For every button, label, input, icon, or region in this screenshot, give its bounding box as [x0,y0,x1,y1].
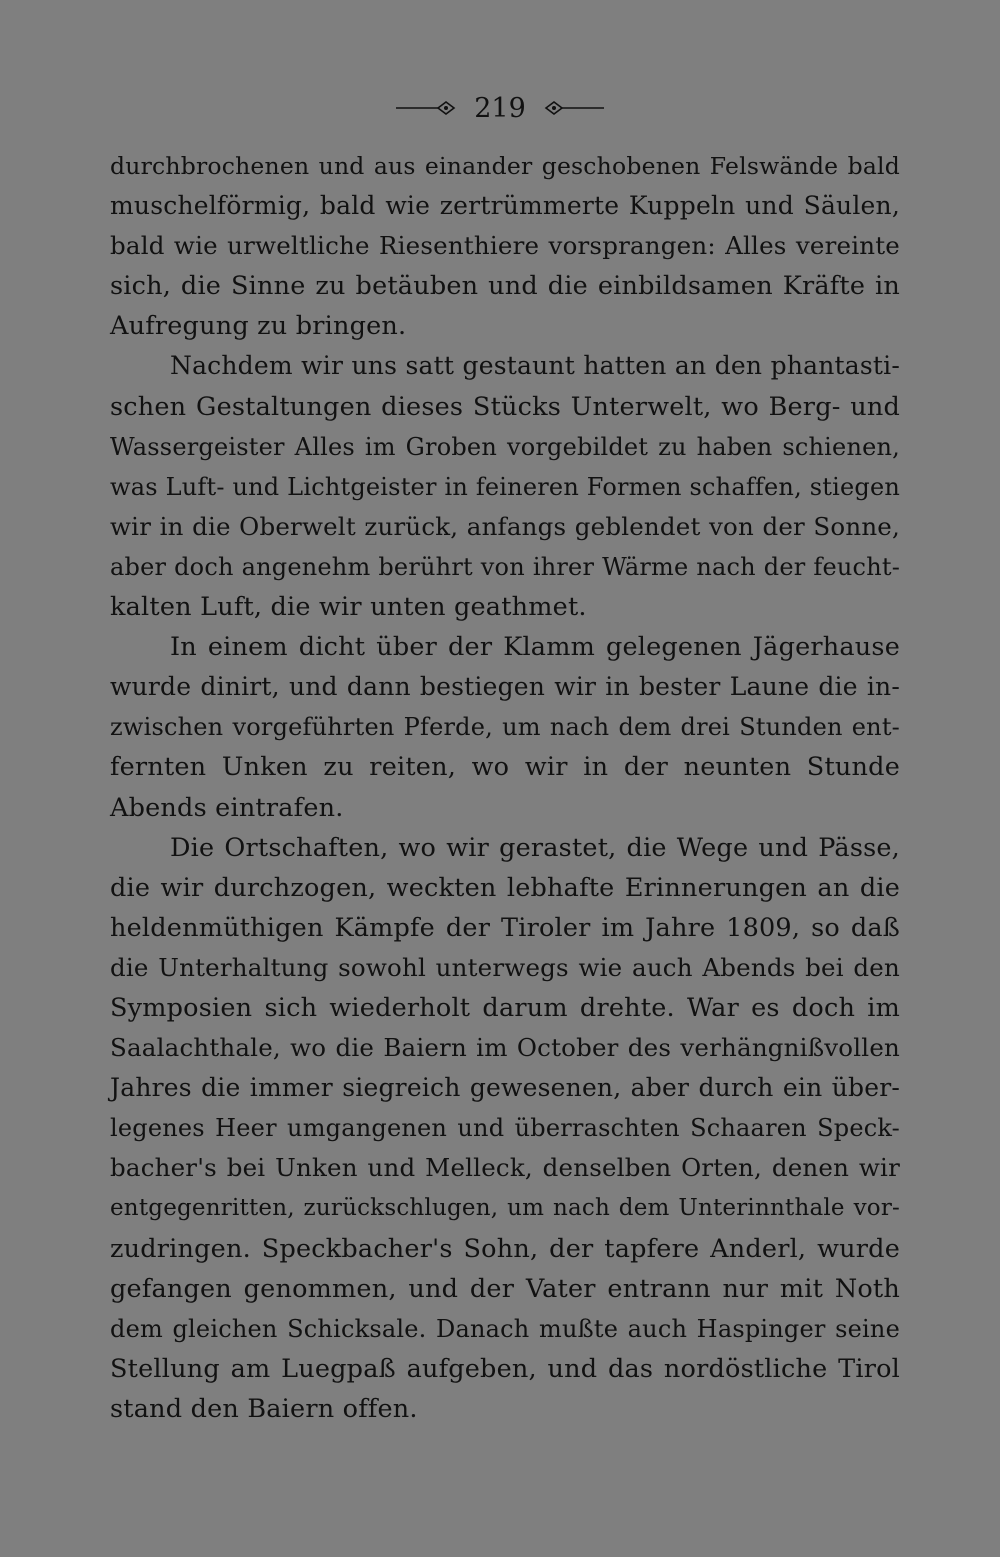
text-line: schen Gestaltungen dieses Stücks Unterwelt, wo Berg- und [110,391,900,422]
text-line: Symposien sich wiederholt darum drehte. War es doch im [110,992,900,1023]
text-line: kalten Luft, die wir unten geathmet. [110,592,587,623]
text-line: Saalachthale, wo die Baiern im October des verhängnißvollen [110,1033,900,1063]
text-line: zwischen vorgeführten Pferde, um nach dem drei Stunden ent- [110,713,900,742]
text-line: In einem dicht über der Klamm gelegenen Jägerhause [170,632,900,663]
text-line: wir in die Oberwelt zurück, anfangs geblendet von der Sonne, [110,511,900,541]
text-line: fernten Unken zu reiten, wo wir in der neunten Stunde [110,752,900,783]
text-line: Wassergeister Alles im Groben vorgebildet zu haben schienen, [110,432,900,461]
text-line: Jahres die immer siegreich gewesenen, aber durch ein über- [110,1073,900,1103]
page-header [0,86,1000,130]
text-line: heldenmüthigen Kämpfe der Tiroler im Jahre 1809, so daß [110,912,900,943]
text-line: Abends eintrafen. [110,792,344,823]
text-line: legenes Heer umgangenen und überraschten Schaaren Speck- [110,1114,900,1143]
text-line: stand den Baiern offen. [110,1393,418,1424]
text-line: aber doch angenehm berührt von ihrer Wärme nach der feucht- [110,552,900,581]
body-text [110,146,900,1429]
text-line: sich, die Sinne zu betäuben und die einbildsamen Kräfte in [110,271,900,302]
text-line: wurde dinirt, und dann bestiegen wir in bester Laune die in- [110,672,900,702]
text-line: Aufregung zu bringen. [110,311,407,342]
text-line: durchbrochenen und aus einander geschobenen Felswände bald [110,152,900,180]
text-line: bacher's bei Unken und Melleck, denselben Orten, denen wir [110,1153,900,1183]
text-line: gefangen genommen, und der Vater entrann nur mit Noth [110,1273,900,1304]
text-line: Nachdem wir uns satt gestaunt hatten an den phantasti- [170,351,900,381]
page-number: 219 [474,92,526,124]
text-line: muschelförmig, bald wie zertrümmerte Kuppeln und Säulen, [110,191,900,221]
text-line: bald wie urweltliche Riesenthiere vorsprangen: Alles vereinte [110,231,900,261]
right-ornament-icon [542,98,606,118]
text-line: die Unterhaltung sowohl unterwegs wie auch Abends bei den [110,952,900,982]
text-line: die wir durchzogen, weckten lebhafte Erinnerungen an die [110,872,900,903]
text-line: dem gleichen Schicksale. Danach mußte auch Haspinger seine [110,1314,900,1343]
text-line: Stellung am Luegpaß aufgeben, und das nordöstliche Tirol [110,1353,900,1384]
text-line: was Luft- und Lichtgeister in feineren Formen schaffen, stiegen [110,472,900,501]
text-line: zudringen. Speckbacher's Sohn, der tapfere Anderl, wurde [110,1233,900,1264]
left-ornament-icon [394,98,458,118]
text-line: entgegenritten, zurückschlugen, um nach dem Unterinnthale vor- [110,1195,900,1222]
text-line: Die Ortschaften, wo wir gerastet, die Wege und Pässe, [170,832,900,863]
